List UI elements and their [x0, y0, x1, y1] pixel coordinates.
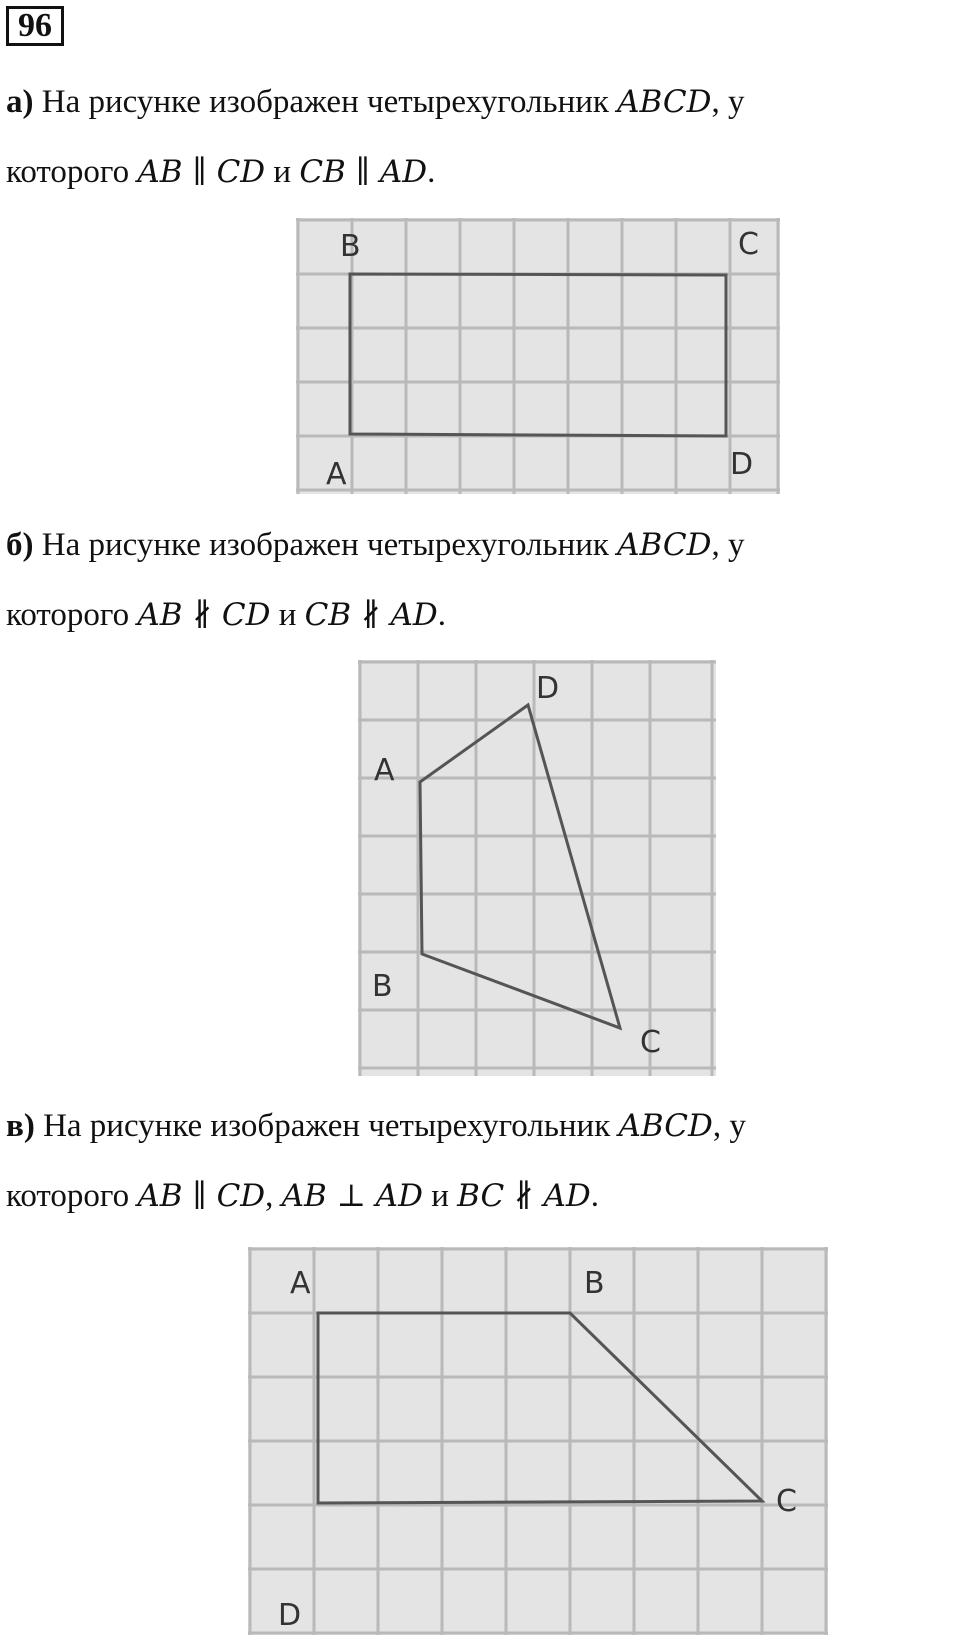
part-b-end: .: [437, 597, 447, 633]
vertex-d: D: [536, 671, 560, 706]
part-b-text: На рисунке изображен четырехугольник: [41, 527, 618, 563]
vertex-c: C: [776, 1484, 797, 1519]
part-b-math: ABCD: [617, 527, 712, 563]
part-c-end: .: [590, 1178, 600, 1214]
figure-c: [248, 1247, 828, 1635]
vertex-a: A: [374, 753, 395, 788]
part-a-tail: , у: [711, 84, 745, 120]
part-a-word: которого: [6, 154, 138, 190]
vertex-c: C: [640, 1025, 661, 1060]
part-c-line2: [6, 1176, 599, 1216]
figure-c-svg: [248, 1247, 828, 1635]
part-c-text: На рисунке изображен четырехугольник: [43, 1108, 619, 1144]
part-c-conj: и: [422, 1178, 458, 1214]
vertex-a: A: [290, 1266, 311, 1301]
part-a-conj: и: [265, 154, 300, 190]
part-a-end: .: [427, 154, 436, 190]
part-c-tail: , у: [712, 1108, 746, 1144]
part-c-cond2: AB ⊥ AD: [281, 1178, 423, 1214]
part-c-word: которого: [6, 1178, 138, 1214]
part-b-line1: [6, 525, 745, 565]
vertex-b: B: [584, 1266, 605, 1301]
part-c-math: ABCD: [618, 1108, 713, 1144]
figure-a-svg: [296, 218, 780, 494]
part-b-conj: и: [270, 597, 305, 633]
part-b-tail: , у: [711, 527, 745, 563]
vertex-b: B: [340, 229, 361, 264]
part-b-cond1: AB ∦ CD: [137, 597, 271, 633]
figure-a: [296, 218, 780, 494]
part-b-line2: [6, 595, 446, 635]
problem-number: 96: [6, 6, 64, 46]
vertex-d: D: [730, 447, 754, 482]
figure-b-svg: [358, 660, 716, 1076]
part-c-cond3: BC ∦ AD: [457, 1178, 591, 1214]
part-c-line1: [6, 1106, 746, 1146]
figure-b: [358, 660, 716, 1076]
part-a-math: ABCD: [617, 84, 712, 120]
part-b-cond2: CB ∦ AD: [304, 597, 438, 633]
part-a-line1: [6, 82, 745, 122]
vertex-d: D: [278, 1598, 302, 1633]
part-a-label: а): [6, 84, 34, 120]
part-a-cond2: CB ∥ AD: [299, 154, 428, 190]
part-a-text: На рисунке изображен четырехугольник: [41, 84, 618, 120]
part-b-label: б): [6, 527, 34, 563]
part-c-cond1: AB ∥ CD: [137, 1178, 266, 1214]
vertex-a: A: [326, 457, 347, 492]
part-c-label: в): [6, 1108, 35, 1144]
vertex-c: C: [738, 227, 759, 262]
part-c-sep: ,: [265, 1178, 282, 1214]
part-b-word: которого: [6, 597, 138, 633]
part-a-line2: [6, 152, 435, 192]
part-a-cond1: AB ∥ CD: [137, 154, 266, 190]
vertex-b: B: [372, 969, 393, 1004]
